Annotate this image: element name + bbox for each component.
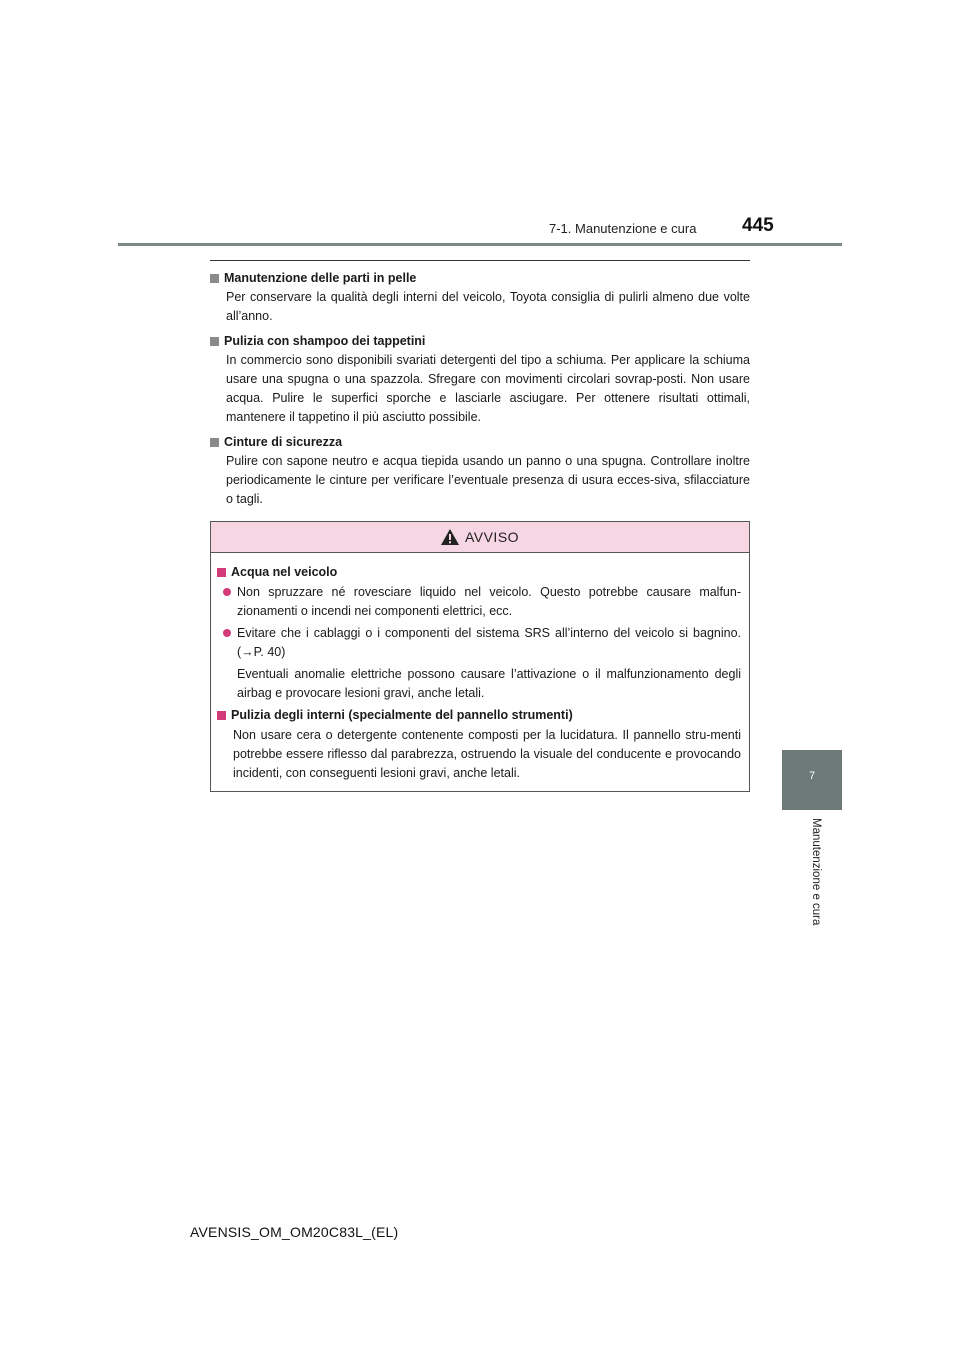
square-bullet-icon [217, 711, 226, 720]
square-bullet-icon [210, 438, 219, 447]
section-title-text: Pulizia con shampoo dei tappetini [224, 334, 426, 348]
warning-bullet [217, 583, 741, 621]
section-title [210, 269, 750, 287]
chapter-tab-number: 7 [808, 770, 816, 782]
warning-item-title-text: Acqua nel veicolo [231, 565, 338, 579]
content-divider [210, 260, 750, 261]
page-number: 445 [742, 215, 774, 236]
header-section-title: 7-1. Manutenzione e cura [549, 221, 697, 236]
warning-item-title-text: Pulizia degli interni (specialmente del pannello strumenti) [231, 708, 573, 722]
chapter-tab[interactable] [782, 750, 842, 810]
chapter-tab-label: Manutenzione e cura [810, 818, 822, 926]
circle-bullet-icon [223, 588, 231, 596]
warning-bullet-text: Non spruzzare né rovesciare liquido nel veicolo. Questo potrebbe causare malfun-zionamenti o incendi nei componenti elettrici, ecc. [237, 585, 741, 618]
warning-note: Eventuali anomalie elettriche possono causare l’attivazione o il malfunzionamento degli airbag e provocare lesioni gravi, anche letali. [237, 667, 741, 700]
warning-bullet [217, 624, 741, 662]
header-divider [118, 243, 842, 246]
circle-bullet-icon [223, 629, 231, 637]
square-bullet-icon [210, 274, 219, 283]
section-seatbelts [210, 433, 750, 509]
warning-triangle-icon [441, 529, 459, 545]
warning-box [210, 521, 750, 792]
section-body: Pulire con sapone neutro e acqua tiepida usando un panno o una spugna. Controllare inoltre periodicamente le cinture per verificare l’eventuale presenza di usura ecces-siva, sfilacciature o tagli. [226, 454, 750, 506]
section-title [210, 433, 750, 451]
section-title-text: Manutenzione delle parti in pelle [224, 271, 417, 285]
section-body: Per conservare la qualità degli interni del veicolo, Toyota consiglia di pulirli almeno due volte all’anno. [226, 290, 750, 323]
page-content [210, 260, 750, 792]
section-carpet [210, 332, 750, 427]
warning-title: AVVISO [464, 529, 520, 545]
section-body: In commercio sono disponibili svariati detergenti del tipo a schiuma. Per applicare la schiuma usare una spugna o una spazzola. Sfregare con movimenti circolari sovrap-posti. Non usare acqua. Pulire le superfici sporche e lasciarle asciugare. Per ottenere risultati ottimali, mantenere il tappetino il più asciutto possibile. [226, 353, 750, 424]
warning-item-text: Non usare cera o detergente contenente composti per la lucidatura. Il pannello stru-menti potrebbe essere riflesso dal parabrezza, ostruendo la visuale del conducente e provocando incidenti, con conseguenti lesioni gravi, anche letali. [233, 728, 741, 780]
square-bullet-icon [210, 337, 219, 346]
warning-body [211, 553, 749, 791]
section-title-text: Cinture di sicurezza [224, 435, 343, 449]
section-leather [210, 269, 750, 326]
square-bullet-icon [217, 568, 226, 577]
document-code: AVENSIS_OM_OM20C83L_(EL) [190, 1224, 399, 1240]
warning-item-title [217, 706, 741, 724]
warning-item-title [217, 563, 741, 581]
warning-header [211, 522, 749, 553]
section-title [210, 332, 750, 350]
warning-bullet-text: Evitare che i cablaggi o i componenti del sistema SRS all’interno del veicolo si bagnino. (→P. 40) [237, 626, 741, 659]
